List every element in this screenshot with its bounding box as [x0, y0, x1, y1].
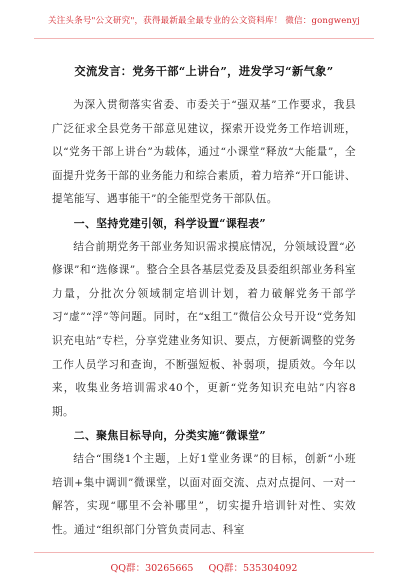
section-2-heading: 二、聚焦目标导向，分类实施“微课堂”: [73, 429, 266, 443]
footer-qq-group-2: QQ群：535304092: [208, 563, 298, 574]
intro-paragraph: 为深入贯彻落实省委、市委关于“强双基”工作要求，我县广泛征求全县党务干部意见建议，探索开设党务工作培训班，以“党务干部上讲台”为载体，通过“小课堂”释放“大能量”，全面提升党务干部的业务能力和综合素质，着力培养“开口能讲、提笔能写、遇事能干”的全能型党务干部队伍。: [52, 99, 356, 206]
section-1-heading: 一、坚持党建引领，科学设置“课程表”: [73, 216, 266, 230]
section-2-paragraph: 结合“围绕1个主题，上好1堂业务课”的目标，创新“小班培训+集中调训”微课堂，以面对面交流、点对点提问、一对一解答，实现“哪里不会补哪里”，切实提升培训针对性、实效性。通过“组织部门分管负责同志、科室: [52, 452, 356, 536]
footer-divider: [34, 552, 374, 553]
footer-qq-group-1: QQ群：30265665: [110, 563, 194, 574]
section-1-paragraph: 结合前期党务干部业务知识需求摸底情况，分领域设置“必修课”和“选修课”。整合全县各基层党委及县委组织部业务科室力量，分批次分领域制定培训计划，着力破解党务干部学习“虚”“浮”等问题。同时，在“x组工”微信公众号开设“党务知识充电站”专栏，分享党建业务知识、要点，方便新调整的党务工作人员学习和查询，不断强短板、补弱项，提质效。今年以来，收集业务培训需求40个，更新“党务知识充电站”内容8期。: [52, 240, 356, 418]
document-body: [52, 63, 356, 542]
document-title: 交流发言：党务干部“上讲台”，进发学习“新气象”: [74, 64, 334, 78]
footer: [40, 560, 368, 574]
header-banner: 关注头条号"公文研究"，获得最新最全最专业的公文资料库！ 微信：gongwenyj: [48, 16, 360, 26]
header-divider: [34, 38, 374, 39]
